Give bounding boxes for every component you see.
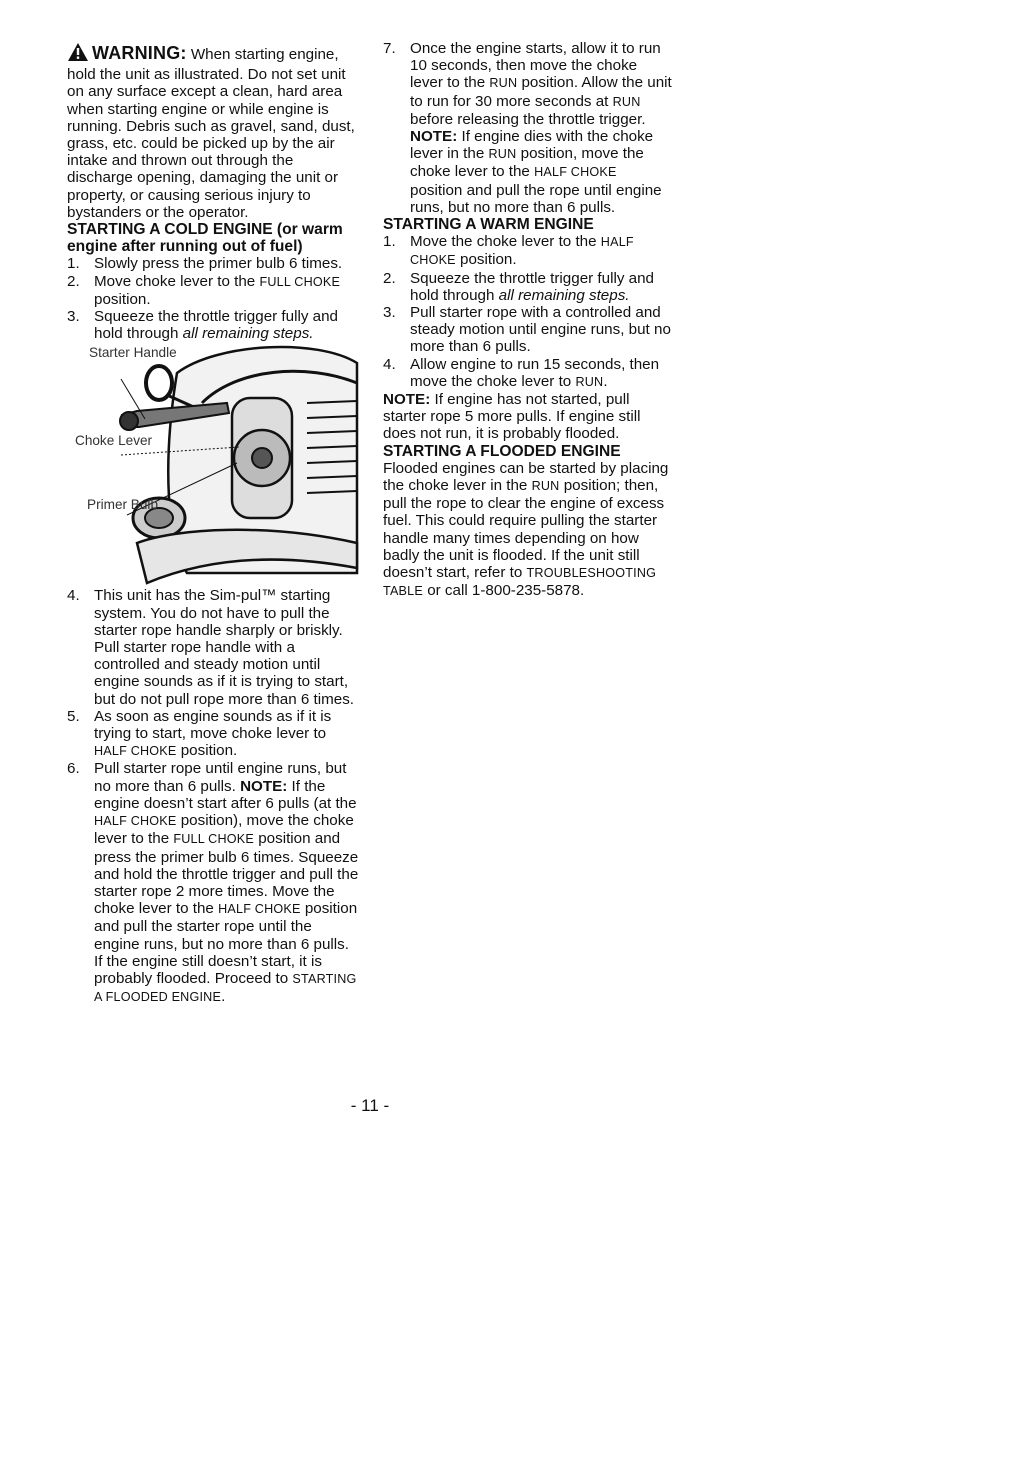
right-column [383, 40, 673, 601]
list-item: 6. Pull starter rope until engine runs, but no more than 6 pulls. NOTE: If the engine doesn’t start after 6 pulls (at the HALF CHOKE position), move the choke lever to the FULL CHOKE position and press the primer bulb 6 times. Squeeze and hold the throttle trigger and pull the starter rope 2 more times. Move the choke lever to the HALF CHOKE position and pull the starter rope until the engine runs, but no more than 6 pulls. If the engine still doesn’t start, it is probably flooded. Proceed to STARTING A FLOODED ENGINE. [67, 760, 359, 1006]
warning-triangle-icon [67, 42, 89, 66]
blower-engine-illustration [67, 343, 359, 587]
list-item: 2. Squeeze the throttle trigger fully and hold through all remaining steps. [383, 269, 654, 304]
list-item: 2. Move choke lever to the FULL CHOKE position. [67, 272, 341, 308]
warning-text: When starting engine, hold the unit as illustrated. Do not set unit on any surface except a clean, hard area when starting engine or while engine is running. Debris such as gravel, sand, dust, grass, etc. could be picked up by the air intake and thrown out through the discharge opening, damaging the unit or property, or causing serious injury to bystanders or the operator. [67, 46, 355, 221]
list-item: 3. Pull starter rope with a controlled and steady motion until engine runs, but no more than 6 pulls. [383, 304, 671, 356]
warm-start-heading: STARTING A WARM ENGINE [383, 216, 594, 234]
warm-start-steps [383, 233, 673, 391]
choke-lever-label: Choke Lever [75, 433, 153, 449]
cold-start-step-7 [383, 40, 673, 216]
primer-bulb-label: Primer Bulb [87, 497, 159, 513]
warning-title: WARNING: [92, 43, 187, 63]
warm-start-note: NOTE: If engine has not started, pull starter rope 5 more pulls. If engine still does not run, it is probably flooded. [383, 391, 641, 443]
page-number: - 11 - [350, 1096, 390, 1115]
cold-start-steps [67, 255, 359, 342]
list-item: 7. Once the engine starts, allow it to run 10 seconds, then move the choke lever to the RUN position. Allow the unit to run for 30 more seconds at RUN before releasing the throttle trigger. NOTE: If engine dies with the choke lever in the RUN position, move the choke lever to the HALF CHOKE position and pull the rope until engine runs, but no more than 6 pulls. [383, 40, 672, 216]
list-item: 3. Squeeze the throttle trigger fully and hold through all remaining steps. [67, 308, 338, 343]
list-item: 4. This unit has the Sim-pul™ starting system. You do not have to pull the starter rope handle sharply or briskly. Pull starter rope handle with a controlled and steady motion until engine sounds as if it is trying to start, but do not pull rope more than 6 times. [67, 587, 355, 708]
list-item: 4. Allow engine to run 15 seconds, then move the choke lever to RUN. [383, 355, 660, 390]
warning-paragraph [67, 42, 359, 221]
cold-start-heading: STARTING A COLD ENGINE (or warm engine after running out of fuel) [67, 221, 343, 256]
starter-handle-label: Starter Handle [89, 345, 177, 361]
cold-start-steps-continued [67, 587, 359, 1006]
left-column [67, 42, 359, 1006]
flooded-paragraph: Flooded engines can be started by placing the choke lever in the RUN position; then, pull the rope to clear the engine of excess fuel. This could require pulling the starter handle many times depending on how badly the unit is flooded. If the unit still doesn’t start, refer to TROUBLESHOOTING TABLE or call 1-800-235-5878. [383, 459, 669, 600]
list-item: 5. As soon as engine sounds as if it is trying to start, move choke lever to HALF CHOKE position. [67, 707, 332, 760]
starter-illustration [67, 343, 359, 587]
flooded-heading: STARTING A FLOODED ENGINE [383, 442, 621, 460]
list-item: 1. Slowly press the primer bulb 6 times. [67, 255, 343, 273]
list-item: 1. Move the choke lever to the HALF CHOKE position. [383, 233, 634, 269]
